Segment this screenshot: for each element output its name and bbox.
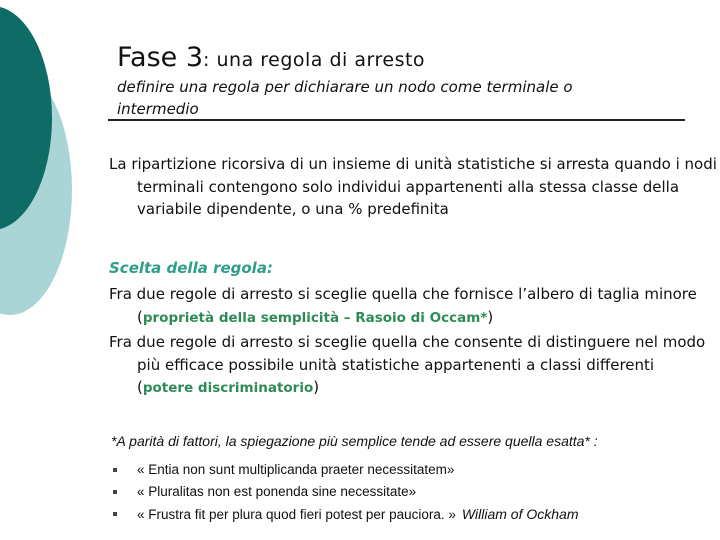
- discriminatory-highlight: potere discriminatorio: [142, 380, 314, 396]
- title-rest: : una regola di arresto: [203, 49, 426, 71]
- latin-quote: « Entia non sunt multiplicanda praeter necessitatem»: [137, 462, 455, 477]
- latin-quote-with-author: [137, 503, 578, 526]
- bullet-square-icon: [113, 512, 117, 516]
- bullet-square-icon: [113, 468, 117, 472]
- latin-quote: « Pluralitas non est ponenda sine necessitate»: [137, 484, 417, 499]
- bullet-square-icon: [113, 490, 117, 494]
- slide-subtitle: definire una regola per dichiarare un nodo come terminale o intermedio: [117, 78, 573, 118]
- latin-quote: « Frustra fit per plura quod fieri potest per pauciora. »: [137, 507, 456, 522]
- paragraph-3-text: Fra due regole di arresto si sceglie quella che consente di distinguere nel modo più efficace possibile unità statistiche appartenenti a classi differenti (: [109, 333, 706, 396]
- title-main: Fase 3: [117, 42, 204, 73]
- choice-heading: Scelta della regola:: [109, 259, 273, 277]
- quote-intro: *A parità di fattori, la spiegazione più semplice tende ad essere quella esatta* :: [111, 433, 598, 449]
- paragraph-definition: La ripartizione ricorsiva di un insieme di unità statistiche si arresta quando i nodi terminali contengono solo individui appartenenti alla stessa classe della variabile dipendente, o una % predefinita: [109, 155, 717, 218]
- quote-author: William of Ockham: [461, 506, 579, 522]
- title-divider: [108, 119, 685, 121]
- paragraph-2-text: Fra due regole di arresto si sceglie quella che fornisce l’albero di taglia minore (: [109, 285, 697, 326]
- paragraph-3-close: ): [313, 378, 320, 396]
- paragraph-2-close: ): [487, 307, 494, 326]
- paragraph-minimal-tree: [109, 283, 717, 329]
- paragraph-discriminating: [109, 331, 717, 400]
- slide-title: [117, 36, 425, 74]
- occam-highlight: proprietà della semplicità – Rasoio di Occam*: [142, 309, 488, 326]
